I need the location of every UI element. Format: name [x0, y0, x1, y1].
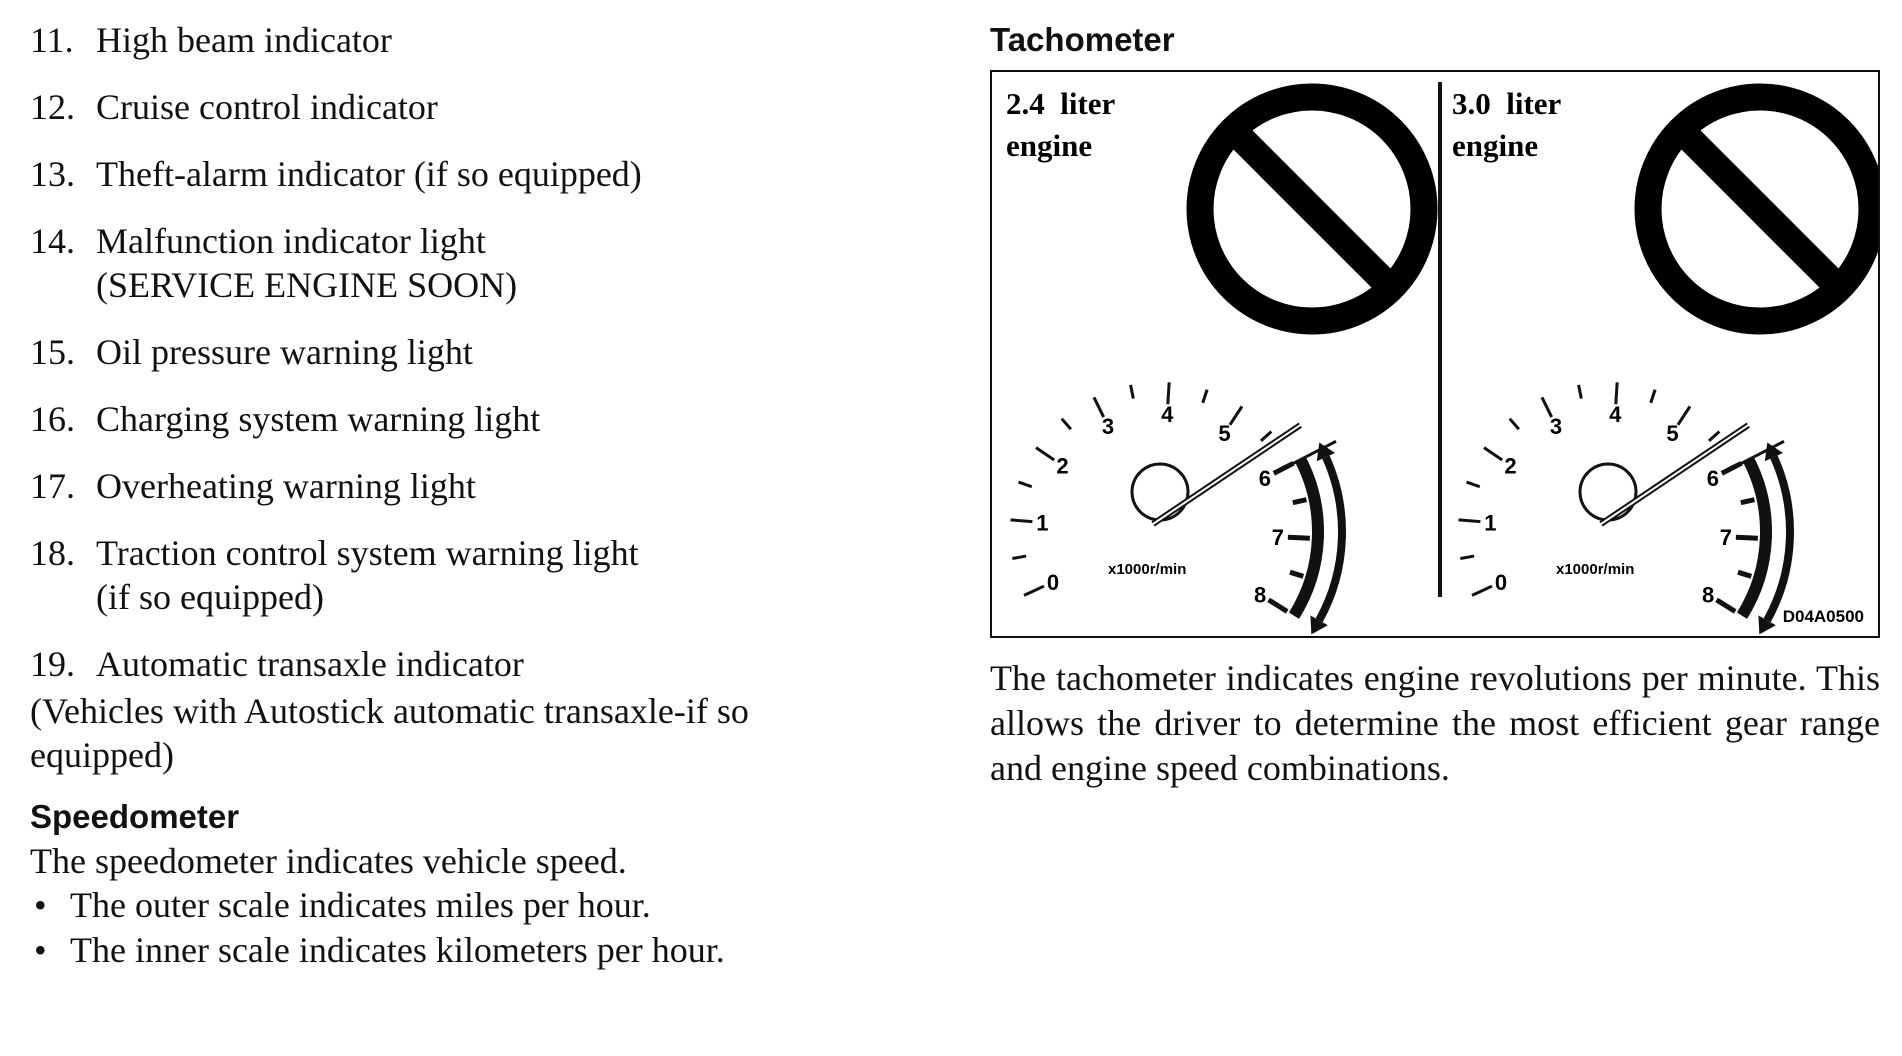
scale-tick — [1651, 390, 1655, 403]
scale-number: 5 — [1666, 421, 1679, 447]
needle-hub — [1580, 464, 1636, 520]
panel-label-line2: engine — [1006, 128, 1093, 163]
scale-number: 8 — [1701, 582, 1715, 608]
item-text — [96, 531, 950, 619]
item-number: 12. — [30, 87, 75, 127]
scale-tick — [1460, 556, 1474, 558]
list-item — [30, 85, 950, 129]
scale-number: 2 — [1056, 453, 1069, 479]
scale-tick — [1709, 432, 1719, 441]
scale-tick — [1024, 586, 1044, 595]
panel-label-line1: 2.4 liter — [1006, 86, 1116, 121]
prohibited-icon — [1200, 97, 1424, 321]
tachometer-caption: The tachometer indicates engine revolutions per minute. This allows the driver to determine the most efficient gear range and engine speed combinations. — [990, 658, 1880, 788]
item-number: 18. — [30, 533, 75, 573]
speedometer-intro: The speedometer indicates vehicle speed. — [30, 841, 627, 881]
scale-tick — [1510, 419, 1519, 430]
scale-number: 5 — [1218, 421, 1231, 447]
scale-tick — [1616, 382, 1617, 404]
list-item — [30, 642, 950, 686]
scale-number: 7 — [1271, 524, 1285, 550]
scale-number: 1 — [1484, 510, 1497, 536]
scale-number: 4 — [1609, 402, 1622, 428]
panel-label-line2: engine — [1452, 128, 1539, 163]
item-number: 14. — [30, 221, 75, 261]
scale-tick — [1458, 520, 1480, 522]
bullet-item — [30, 928, 950, 973]
list-item — [30, 464, 950, 508]
scale-tick — [1261, 432, 1271, 441]
tachometer-gauge — [1010, 382, 1342, 634]
item-text-line2: (if so equipped) — [96, 577, 324, 617]
item-text — [96, 219, 950, 307]
list-item — [30, 531, 950, 619]
item-text: High beam indicator — [96, 20, 392, 60]
scale-number: 0 — [1046, 569, 1060, 595]
scale-tick — [1484, 448, 1502, 460]
item-text: Cruise control indicator — [96, 87, 438, 127]
scale-tick — [1288, 537, 1310, 538]
item-text: Theft-alarm indicator (if so equipped) — [96, 154, 642, 194]
bullet-item — [30, 883, 950, 928]
item-text-line1: Malfunction indicator light — [96, 221, 486, 261]
scale-tick — [1678, 406, 1690, 424]
scale-tick — [1579, 385, 1582, 399]
item-number: 19. — [30, 644, 75, 684]
bullet-text: The inner scale indicates kilometers per hour. — [70, 930, 725, 970]
scale-tick — [1036, 448, 1054, 460]
scale-tick — [1131, 385, 1134, 399]
scale-tick — [1269, 600, 1288, 612]
item-text: Overheating warning light — [96, 466, 476, 506]
scale-tick — [1741, 500, 1755, 503]
left-column — [30, 18, 950, 973]
panel-label-line1: 3.0 liter — [1452, 86, 1562, 121]
scale-tick — [1203, 390, 1207, 403]
scale-tick — [1717, 600, 1736, 612]
scale-tick — [1010, 520, 1032, 522]
tachometer-illustration — [992, 72, 1878, 636]
tachometer-gauge — [1458, 382, 1790, 634]
scale-number: 7 — [1719, 524, 1733, 550]
right-column — [990, 18, 1880, 791]
scale-number: 6 — [1258, 465, 1272, 491]
scale-number: 6 — [1706, 465, 1720, 491]
scale-tick — [1290, 572, 1303, 576]
list-item — [30, 330, 950, 374]
item-text: Oil pressure warning light — [96, 332, 473, 372]
scale-number: 1 — [1036, 510, 1049, 536]
item-text-line1: Traction control system warning light — [96, 533, 639, 573]
unit-label: x1000r/min — [1556, 561, 1635, 578]
item-number: 13. — [30, 154, 75, 194]
figure-code: D04A0500 — [1782, 607, 1864, 626]
scale-tick — [1467, 482, 1480, 487]
unit-label: x1000r/min — [1108, 561, 1187, 578]
list-item — [30, 397, 950, 441]
item-text: Charging system warning light — [96, 399, 541, 439]
scale-tick — [1168, 382, 1169, 404]
item-text-line2: (SERVICE ENGINE SOON) — [96, 265, 518, 305]
scale-number: 0 — [1494, 569, 1508, 595]
scale-number: 3 — [1549, 414, 1563, 440]
item-number: 17. — [30, 466, 75, 506]
scale-tick — [1230, 406, 1242, 424]
prohibited-icon — [1648, 97, 1872, 321]
tachometer-heading: Tachometer — [990, 21, 1175, 58]
scale-tick — [1472, 586, 1492, 595]
scale-number: 4 — [1161, 402, 1174, 428]
bullet-icon: • — [34, 885, 47, 925]
item-number: 15. — [30, 332, 75, 372]
item-number: 16. — [30, 399, 75, 439]
scale-tick — [1293, 500, 1307, 503]
scale-tick — [1019, 482, 1032, 487]
scale-number: 8 — [1253, 582, 1267, 608]
item-number: 11. — [30, 20, 74, 60]
list-item — [30, 18, 950, 62]
scale-tick — [1738, 572, 1751, 576]
list-item — [30, 219, 950, 307]
speedometer-heading: Speedometer — [30, 798, 240, 835]
autostick-note: (Vehicles with Autostick automatic transaxle-if so equipped) — [30, 691, 749, 775]
scale-tick — [1736, 537, 1758, 538]
scale-tick — [1062, 419, 1071, 430]
scale-number: 2 — [1504, 453, 1517, 479]
bullet-text: The outer scale indicates miles per hour. — [70, 885, 651, 925]
item-text: Automatic transaxle indicator — [96, 644, 524, 684]
bullet-icon: • — [34, 930, 47, 970]
scale-tick — [1012, 556, 1026, 558]
tachometer-figure — [990, 70, 1880, 638]
list-item — [30, 152, 950, 196]
scale-number: 3 — [1101, 414, 1115, 440]
needle-hub — [1132, 464, 1188, 520]
